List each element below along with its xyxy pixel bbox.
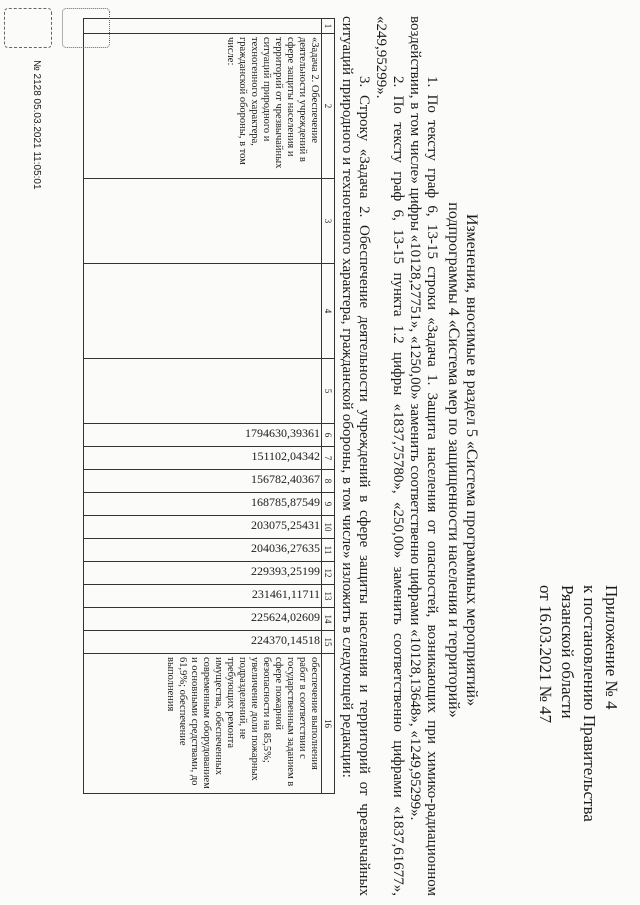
header-cell-11: 11 <box>322 539 335 562</box>
header-cell-16: 16 <box>322 654 335 794</box>
cell-2018 <box>84 539 322 562</box>
cell-c5 <box>84 359 322 424</box>
cell-c3 <box>84 179 322 264</box>
paragraph-1: 1. По тексту граф 6, 13-15 строки «Задача 1. Защита населения от опасностей, возникающих при химико-радиационном воздействии, в том числе» цифры «10128,27751», «1250,00» заменить соответственно цифрами «10128,13648», «1249,95299». <box>407 16 440 896</box>
value-c10: 203075,25431 <box>251 518 320 532</box>
cell-2020 <box>84 585 322 608</box>
value-c12: 229393,25199 <box>251 564 320 578</box>
value-c14: 225624,02609 <box>251 610 320 624</box>
header-cell-9: 9 <box>322 493 335 516</box>
annex-block <box>534 585 622 885</box>
value-c15: 224370,14518 <box>251 633 320 647</box>
cell-c1 <box>84 19 322 34</box>
cell-2021 <box>84 608 322 631</box>
cell-2022 <box>84 631 322 654</box>
heading-line-2: подпрограммы 4 «Система мер по защищенности населения и территорий» <box>445 202 462 718</box>
header-cell-1: 1 <box>322 19 335 34</box>
value-c11: 204036,27635 <box>251 541 320 555</box>
document-body <box>338 16 440 896</box>
cell-2016 <box>84 493 322 516</box>
value-c13: 231461,11711 <box>251 587 320 601</box>
header-cell-5: 5 <box>322 359 335 424</box>
paragraph-2: 2. По тексту граф 6, 13-15 пункта 1.2 цифры «1837,75780», «250,00» заменить соответственно цифрами «1837,61677», «249,95299». <box>373 16 406 896</box>
heading-line-1: Изменения, вносимые в раздел 5 «Система программных мероприятий» <box>463 213 480 707</box>
seal-icon <box>62 8 110 48</box>
header-cell-6: 6 <box>322 424 335 447</box>
annex-date: от 16.03.2021 № 47 <box>536 585 555 724</box>
paragraph-3: 3. Строку «Задача 2. Обеспечение деятельности учреждений в сфере защиты населения и территорий от чрезвычайных ситуаций природного и техногенного характера, гражданской обороны, в том числе» изложить в следующей редакции: <box>339 16 372 896</box>
cell-2014 <box>84 447 322 470</box>
annex-region: Рязанской области <box>558 585 577 719</box>
header-cell-13: 13 <box>322 585 335 608</box>
header-cell-3: 3 <box>322 179 335 264</box>
annex-resolution: к постановлению Правительства <box>580 585 599 822</box>
registry-stamp-icon <box>4 8 52 48</box>
value-c7: 151102,04342 <box>251 449 320 463</box>
cell-2019 <box>84 562 322 585</box>
document-heading <box>444 140 480 780</box>
cell-2017 <box>84 516 322 539</box>
cell-task: «Задача 2. Обеспечение деятельности учреждений в сфере защиты населения и территорий от чрезвычайных ситуаций природного и техногенного характера, гражданской обороны, в том числе: <box>84 34 322 179</box>
cell-results: обеспечение выполнения работ в соответствии с государственным заданием в сфере пожарной безопасности на 85,5%; увеличение доли пожарных подразделений, не требующих ремонта имущества, обеспеченных современным оборудованием и основными средствами, до 61,9%; обеспечение выполнения <box>84 654 322 794</box>
cell-2015 <box>84 470 322 493</box>
document-footer: № 2128 05.03.2021 11:05:01 <box>31 60 42 190</box>
header-cell-2: 2 <box>322 34 335 179</box>
cell-total <box>84 424 322 447</box>
header-cell-15: 15 <box>322 631 335 654</box>
header-cell-4: 4 <box>322 264 335 359</box>
cell-c4 <box>84 264 322 359</box>
header-cell-7: 7 <box>322 447 335 470</box>
annex-number: Приложение № 4 <box>602 585 621 710</box>
header-cell-8: 8 <box>322 470 335 493</box>
header-cell-14: 14 <box>322 608 335 631</box>
value-c9: 168785,87549 <box>251 495 320 509</box>
header-cell-10: 10 <box>322 516 335 539</box>
header-cell-12: 12 <box>322 562 335 585</box>
measures-table <box>83 18 335 794</box>
table-header-row <box>322 19 335 794</box>
value-total: 1794630,39361 <box>245 426 320 440</box>
table-row <box>84 19 322 794</box>
value-c8: 156782,40367 <box>251 472 320 486</box>
